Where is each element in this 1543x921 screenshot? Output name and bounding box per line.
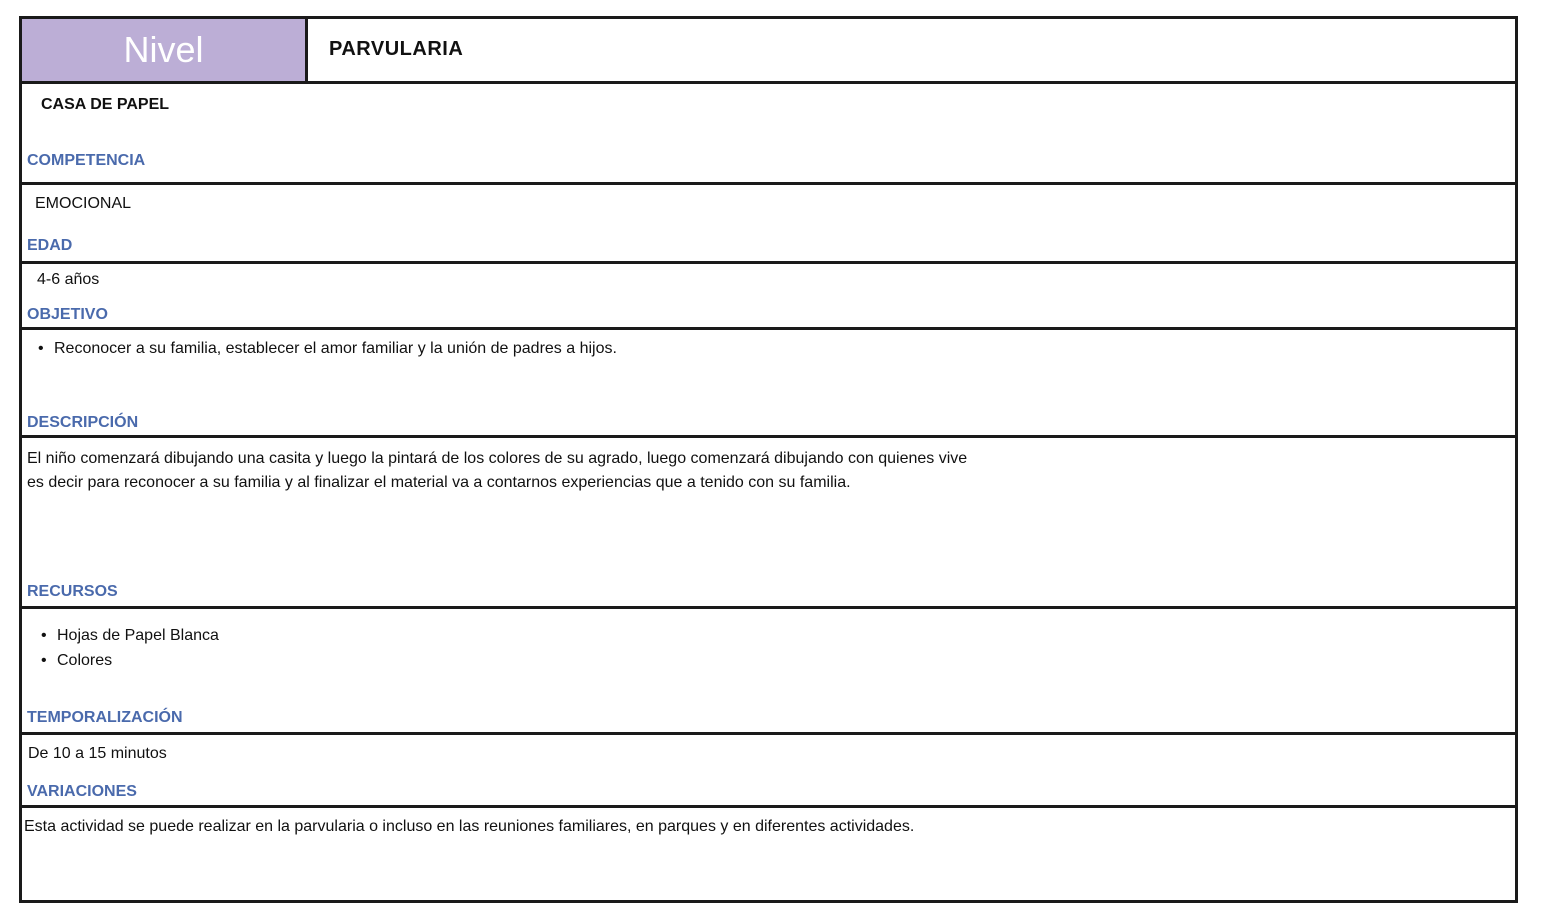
recursos-item: • Hojas de Papel Blanca bbox=[41, 623, 219, 648]
variaciones-value: Esta actividad se puede realizar en la parvularia o incluso en las reuniones familiares, en parques y en diferentes actividades. bbox=[24, 818, 915, 835]
competencia-rule bbox=[19, 182, 1518, 185]
objetivo-item: • Reconocer a su familia, establecer el amor familiar y la unión de padres a hijos. bbox=[38, 340, 617, 358]
temporalizacion-value: De 10 a 15 minutos bbox=[28, 745, 167, 762]
temporalizacion-rule bbox=[19, 732, 1518, 735]
activity-title: CASA DE PAPEL bbox=[41, 96, 170, 113]
variaciones-label: VARIACIONES bbox=[27, 783, 137, 800]
temporalizacion-label: TEMPORALIZACIÓN bbox=[27, 709, 183, 726]
objetivo-list bbox=[38, 340, 617, 358]
variaciones-rule bbox=[19, 805, 1518, 808]
objetivo-rule bbox=[19, 327, 1518, 330]
edad-rule bbox=[19, 261, 1518, 264]
level-value: PARVULARIA bbox=[329, 38, 464, 60]
level-label: Nivel bbox=[123, 29, 204, 70]
descripcion-line-1: El niño comenzará dibujando una casita y luego la pintará de los colores de su agrado, luego comenzará dibujando con quienes vive bbox=[27, 450, 968, 467]
level-label-cell bbox=[22, 19, 305, 81]
edad-value: 4-6 años bbox=[37, 271, 100, 288]
competencia-label: COMPETENCIA bbox=[27, 152, 146, 169]
competencia-value: EMOCIONAL bbox=[35, 195, 132, 212]
header-bottom-rule bbox=[19, 81, 1518, 84]
recursos-rule bbox=[19, 606, 1518, 609]
edad-label: EDAD bbox=[27, 237, 73, 254]
descripcion-label: DESCRIPCIÓN bbox=[27, 414, 139, 431]
recursos-label: RECURSOS bbox=[27, 583, 118, 600]
descripcion-line-2: es decir para reconocer a su familia y al finalizar el material va a contarnos experiencias que a tenido con su familia. bbox=[27, 474, 851, 491]
recursos-item: • Colores bbox=[41, 648, 219, 673]
descripcion-rule bbox=[19, 435, 1518, 438]
header-divider bbox=[305, 19, 308, 81]
objetivo-label: OBJETIVO bbox=[27, 306, 108, 323]
recursos-list bbox=[41, 623, 219, 673]
